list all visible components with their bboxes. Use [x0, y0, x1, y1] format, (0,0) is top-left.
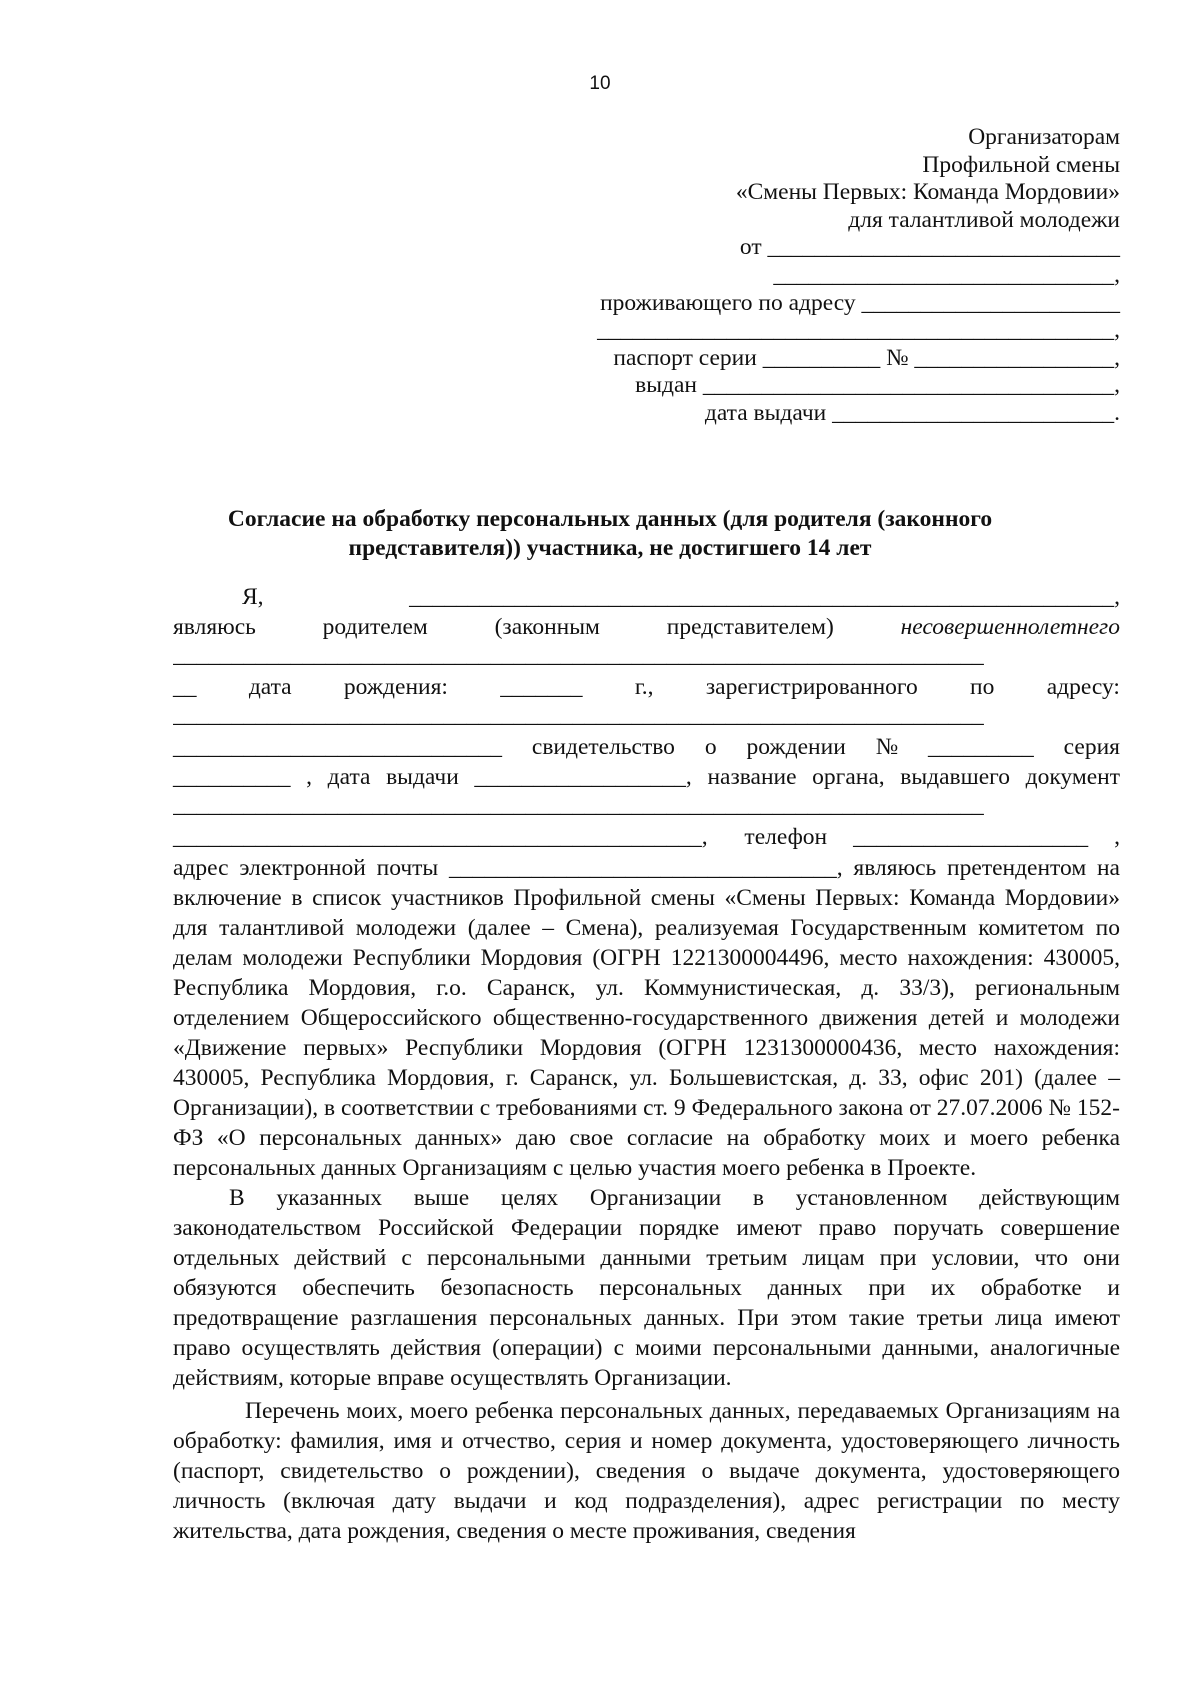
form-word: зарегистрированного: [705, 674, 918, 700]
title-line: представителя)) участника, не достигшего 14 лет: [348, 535, 872, 561]
addressee-line: для талантливой молодежи: [848, 206, 1120, 233]
form-word: адресу:: [1046, 674, 1120, 700]
paragraph-main: адрес электронной почты _________________________________, являюсь претендентом на включение в список участников Профильной смены «Смены Первых: Команда Мордовии» для талантливой молодежи (далее – Смена), реализуемая Государственным комитетом по делам молодежи Республики Мордовия (ОГРН 1221300004496, место нахождения: 430005, Республика Мордовия, г.о. Саранск, ул. Коммунистическая, д. 33/3), региональным отделением Общероссийского общественно-государственного движения детей и молодежи «Движение первых» Республики Мордовия (ОГРН 1231300000436, место нахождения: 430005, Республика Мордовия, г. Саранск, ул. Большевистская, д. 33, офис 201) (далее – Организации), в соответствии с требованиями ст. 9 Федерального закона от 27.07.2006 № 152-ФЗ «О персональных данных» даю свое согласие на обработку моих и моего ребенка персональных данных Организациям с целью участия моего ребенка в Проекте.: [173, 855, 1120, 1181]
form-word: родителем: [322, 614, 428, 640]
child-name-field[interactable]: _____________________________________________________________________: [173, 642, 984, 668]
form-row-phone: [173, 824, 1120, 851]
ya-label: Я,: [242, 584, 264, 610]
issue-date-field[interactable]: дата выдачи ________________________.: [704, 399, 1120, 426]
page-number: 10: [589, 73, 611, 94]
form-word: представителем): [666, 614, 834, 640]
form-word: серия: [1063, 734, 1120, 760]
addressee-line: Профильной смены: [922, 151, 1120, 178]
from-field[interactable]: от ______________________________: [739, 234, 1120, 261]
form-word: являюсь: [173, 614, 256, 640]
form-word: свидетельство: [531, 734, 675, 760]
form-row-parent: [173, 614, 1120, 641]
addressee-line: Организаторам: [968, 124, 1120, 150]
consent-body: [173, 853, 1120, 1546]
child-address-field[interactable]: _____________________________________________________________________: [173, 702, 984, 728]
form-word[interactable]: __: [173, 674, 197, 700]
paragraph-third-parties: В указанных выше целях Организации в установленном действующим законодательством Российской Федерации порядке имеют право поручать совершение отдельных действий с персональными данными третьим лицам при условии, что они обязуются обеспечить безопасность персональных данных при их обработке и предотвращение разглашения персональных данных. При этом такие третьи лица имеют право осуществлять действия (операции) с моими персональными данными, аналогичные действиям, которые вправе осуществлять Организации.: [173, 1185, 1120, 1391]
birth-year-field[interactable]: _______: [500, 674, 583, 700]
issuing-authority-continued[interactable]: _____________________________________________,: [173, 824, 708, 850]
form-word: дата: [248, 674, 292, 700]
form-word: ,: [1114, 824, 1120, 850]
form-word: рождения:: [343, 674, 448, 700]
form-word: рождении: [746, 734, 846, 760]
name-field[interactable]: ____________________________________________________________,: [409, 584, 1120, 610]
form-word: о: [704, 734, 717, 760]
phone-label: телефон: [744, 824, 828, 850]
form-word: г.,: [634, 674, 654, 700]
paragraph-data-list: Перечень моих, моего ребенка персональных данных, передаваемых Организациям на обработку: фамилия, имя и отчество, серия и номер документа, удостоверяющего личность (паспорт, свидетельство о рождении), сведения о выдаче документа, удостоверяющего личность (включая дату выдачи и код подразделения), адрес регистрации по месту жительства, дата рождения, сведения о месте проживания, сведения: [173, 1398, 1120, 1544]
form-word: несовершеннолетнего: [900, 614, 1120, 640]
passport-field[interactable]: паспорт серии __________ № _________________,: [613, 344, 1120, 371]
child-address-continued[interactable]: ____________________________: [173, 734, 502, 760]
address-field[interactable]: проживающего по адресу ______________________: [600, 289, 1120, 316]
form-word: по: [970, 674, 995, 700]
issuing-authority-field[interactable]: _____________________________________________________________________: [173, 792, 984, 818]
addressee-line: «Смены Первых: Команда Мордовии»: [735, 179, 1120, 206]
form-row-name: [242, 584, 1120, 611]
form-word: №: [875, 734, 899, 760]
certificate-details-row[interactable]: __________ , дата выдачи __________________, название органа, выдавшего документ: [173, 764, 1120, 790]
issued-by-field[interactable]: выдан ___________________________________,: [635, 372, 1120, 399]
form-word: (законным: [494, 614, 600, 640]
document-title: [170, 505, 1050, 563]
certificate-number-field[interactable]: _________: [928, 734, 1034, 760]
phone-field[interactable]: ____________________: [853, 824, 1089, 850]
addressee-block: [480, 124, 1120, 428]
form-row-certificate: [173, 734, 1120, 761]
form-row-birth: [173, 674, 1120, 701]
title-line: Согласие на обработку персональных данных (для родителя (законного: [227, 506, 993, 532]
from-field-continued[interactable]: _____________________________,: [773, 261, 1120, 288]
address-field-continued[interactable]: ____________________________________________,: [597, 317, 1120, 344]
